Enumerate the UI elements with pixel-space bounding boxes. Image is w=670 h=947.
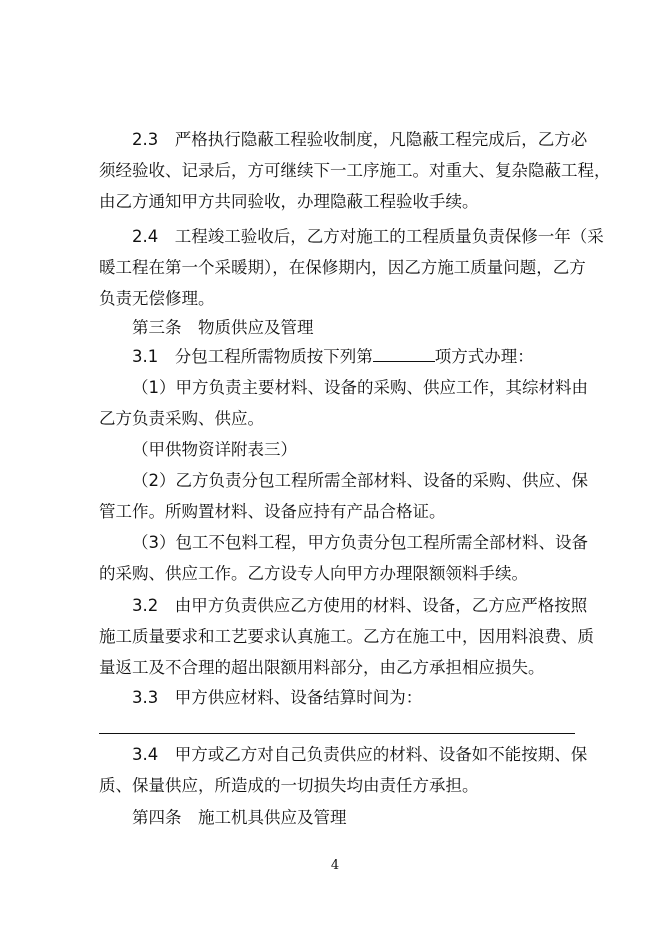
article-4-heading <box>99 802 581 833</box>
paragraph-supply-note <box>99 434 581 465</box>
paragraph-3-2 <box>99 590 594 683</box>
text-line: 的采购、供应工作。乙方设专人向甲方办理限额领料手续。 <box>99 564 528 583</box>
text-line: （2）乙方负责分包工程所需全部材料、设备的采购、供应、保 <box>132 471 588 490</box>
paragraph-3-4 <box>99 739 588 801</box>
text-line: （3）包工不包料工程，甲方负责分包工程所需全部材料、设备 <box>132 533 588 552</box>
paragraph-option-1 <box>99 372 588 434</box>
text-line: 质、保量供应，所造成的一切损失均由责任方承担。 <box>99 776 479 795</box>
text-line: 暖工程在第一个采暖期），在保修期内，因乙方施工质量问题，乙方 <box>99 258 586 277</box>
paragraph-3-1 <box>99 341 581 372</box>
paragraph-2-4 <box>99 221 604 314</box>
text-line: 3.4 甲方或乙方对自己负责供应的材料、设备如不能按期、保 <box>132 745 588 764</box>
text-line <box>99 341 581 372</box>
text-line: 须经验收、记录后，方可继续下一工序施工。对重大、复杂隐蔽工程， <box>99 161 611 180</box>
page-number: 4 <box>330 858 340 873</box>
text-line: 量返工及不合理的超出限额用料部分，由乙方承担相应损失。 <box>99 658 545 677</box>
paragraph-2-3 <box>99 124 611 217</box>
text-line: 管工作。所购置材料、设备应持有产品合格证。 <box>99 502 446 521</box>
text-line: 乙方负责采购、供应。 <box>99 409 264 428</box>
text-line: 由乙方通知甲方共同验收，办理隐蔽工程验收手续。 <box>99 192 479 211</box>
paragraph-option-2 <box>99 465 588 527</box>
section-heading: 第四条 施工机具供应及管理 <box>132 808 347 827</box>
text-line: （1）甲方负责主要材料、设备的采购、供应工作，其综材料由 <box>132 378 588 397</box>
text-line: （甲供物资详附表三） <box>132 440 297 459</box>
text-line: 2.4 工程竣工验收后，乙方对施工的工程质量负责保修一年（采 <box>132 227 604 246</box>
fill-in-blank <box>373 343 435 362</box>
paragraph-3-3 <box>99 682 581 713</box>
signature-blank-line <box>99 733 575 734</box>
text-line: 负责无偿修理。 <box>99 289 215 308</box>
text-line: 3.3 甲方供应材料、设备结算时间为： <box>132 688 423 707</box>
paragraph-option-3 <box>99 527 588 589</box>
article-3-heading <box>99 312 581 343</box>
text-line: 施工质量要求和工艺要求认真施工。乙方在施工中，因用料浪费、质 <box>99 627 594 646</box>
section-heading: 第三条 物质供应及管理 <box>132 318 314 337</box>
clause-prefix: 3.1 分包工程所需物质按下列第 <box>132 347 373 366</box>
text-line: 3.2 由甲方负责供应乙方使用的材料、设备，乙方应严格按照 <box>132 596 588 615</box>
clause-suffix: 项方式办理： <box>434 347 534 366</box>
text-line: 2.3 严格执行隐蔽工程验收制度，凡隐蔽工程完成后，乙方必 <box>132 130 588 149</box>
